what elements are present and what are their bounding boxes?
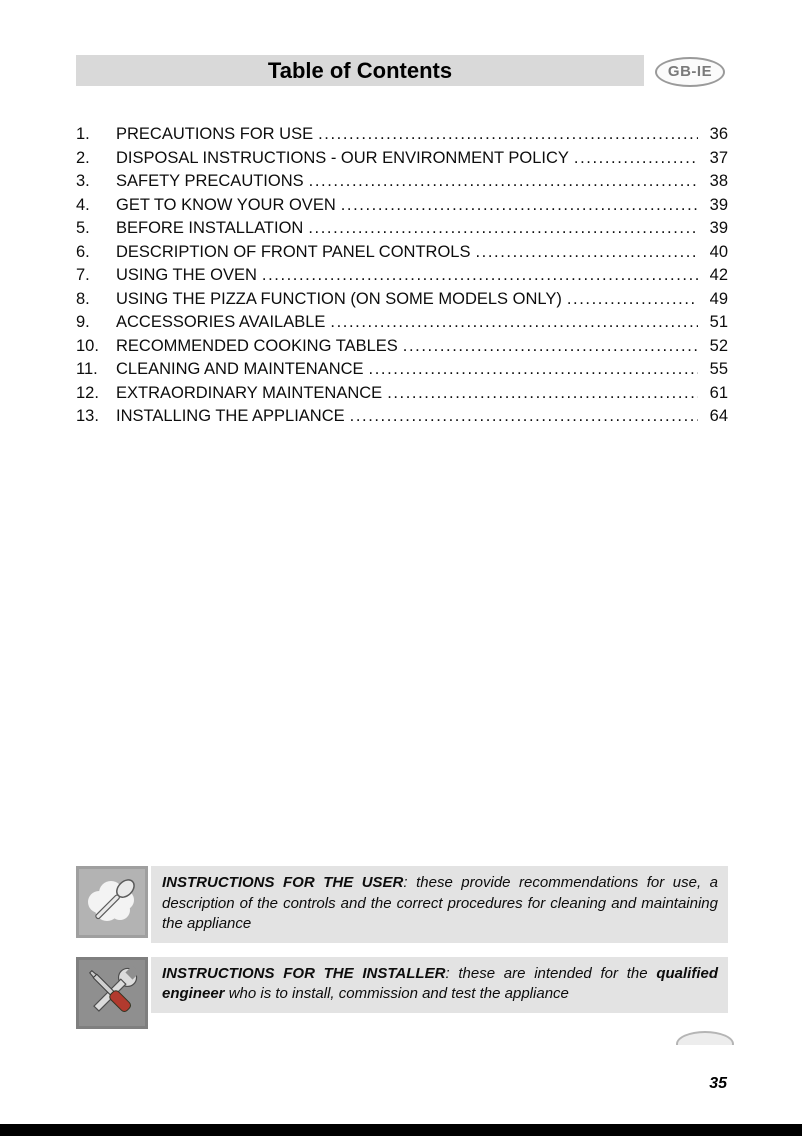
toc-entry xyxy=(76,384,728,408)
toc-entry-page: 51 xyxy=(709,313,728,331)
toc-entry xyxy=(76,219,728,243)
toc-entry-page: 49 xyxy=(709,289,728,308)
toc-entry-number: 11. xyxy=(76,360,98,378)
toc-entry xyxy=(76,290,728,314)
toc-entry-title: BEFORE INSTALLATION xyxy=(116,219,304,237)
toc-entry-title: SAFETY PRECAUTIONS xyxy=(116,172,304,190)
toc-entry-title: ACCESSORIES AVAILABLE xyxy=(116,313,326,331)
toc-entry-number: 7. xyxy=(76,266,90,284)
partial-oval-decoration xyxy=(676,1031,734,1045)
toc-entry-number: 1. xyxy=(76,125,90,143)
user-instructions-body: : these provide recommendations for use, a description of the controls and the correct procedures for cleaning and maintaining the appliance xyxy=(162,874,718,932)
toc-entry-number: 13. xyxy=(76,407,99,425)
toc-entry-title: GET TO KNOW YOUR OVEN xyxy=(116,195,336,214)
installer-instructions-note xyxy=(76,957,728,1029)
toc-dot-leader xyxy=(567,290,698,309)
toc-entry-title: EXTRAORDINARY MAINTENANCE xyxy=(116,383,383,402)
toc-entry xyxy=(76,360,728,384)
installer-instructions-lead: INSTRUCTIONS FOR THE INSTALLER xyxy=(162,964,446,982)
installer-instructions-body2: who is to install, commission and test the appliance xyxy=(224,985,569,1002)
installer-instructions-text xyxy=(151,957,728,1013)
toc-entry xyxy=(76,149,728,173)
user-instructions-note xyxy=(76,866,728,943)
toc-entry-title: INSTALLING THE APPLIANCE xyxy=(116,407,345,425)
user-instructions-text xyxy=(151,866,728,943)
toc-entry-page: 64 xyxy=(709,407,728,425)
toc-entry-page: 37 xyxy=(709,148,728,167)
toc-entry-title: PRECAUTIONS FOR USE xyxy=(116,125,314,143)
language-region-badge: GB-IE xyxy=(655,57,725,87)
toc-entry-page: 39 xyxy=(709,195,728,214)
toc-entry xyxy=(76,196,728,220)
toc-entry xyxy=(76,125,728,149)
table-of-contents xyxy=(76,125,728,431)
toc-entry-number: 2. xyxy=(76,148,90,167)
toc-entry xyxy=(76,172,728,196)
toc-entry-number: 10. xyxy=(76,336,99,355)
footer-bar xyxy=(0,1124,802,1136)
toc-entry-page: 61 xyxy=(709,383,728,402)
toc-entry-page: 52 xyxy=(709,336,728,355)
installer-instructions-body1: : these are intended for the xyxy=(445,964,657,982)
instruction-notes xyxy=(76,866,728,1043)
toc-dot-leader xyxy=(350,407,698,426)
toc-entry xyxy=(76,243,728,267)
installer-instructions-icon xyxy=(76,957,148,1029)
toc-entry-title: CLEANING AND MAINTENANCE xyxy=(116,360,364,378)
toc-dot-leader xyxy=(308,219,698,238)
toc-entry-number: 6. xyxy=(76,242,90,261)
toc-entry-number: 5. xyxy=(76,219,90,237)
toc-entry-number: 4. xyxy=(76,195,90,214)
toc-entry-title: USING THE PIZZA FUNCTION (ON SOME MODELS ONLY) xyxy=(116,289,562,308)
toc-entry-number: 9. xyxy=(76,313,90,331)
toc-entry xyxy=(76,313,728,337)
page-title: Table of Contents xyxy=(76,55,644,86)
toc-entry-page: 39 xyxy=(709,219,728,237)
toc-entry-number: 8. xyxy=(76,289,90,308)
toc-dot-leader xyxy=(574,149,698,168)
toc-entry-title: DESCRIPTION OF FRONT PANEL CONTROLS xyxy=(116,242,471,261)
user-instructions-icon xyxy=(76,866,148,938)
toc-dot-leader xyxy=(387,384,698,403)
toc-dot-leader xyxy=(403,337,698,356)
toc-entry-page: 40 xyxy=(709,242,728,261)
toc-entry-page: 36 xyxy=(709,125,728,143)
toc-entry-title: DISPOSAL INSTRUCTIONS - OUR ENVIRONMENT POLICY xyxy=(116,148,569,167)
toc-entry-title: USING THE OVEN xyxy=(116,266,257,284)
toc-entry-number: 3. xyxy=(76,172,90,190)
toc-dot-leader xyxy=(341,196,698,215)
toc-entry-page: 42 xyxy=(709,266,728,284)
toc-entry-number: 12. xyxy=(76,383,99,402)
toc-entry-page: 38 xyxy=(709,172,728,190)
user-instructions-lead: INSTRUCTIONS FOR THE USER xyxy=(162,874,404,891)
toc-entry-title: RECOMMENDED COOKING TABLES xyxy=(116,336,398,355)
toc-dot-leader xyxy=(330,313,698,332)
toc-entry xyxy=(76,266,728,290)
toc-dot-leader xyxy=(369,360,698,379)
page-number: 35 xyxy=(709,1075,727,1092)
toc-dot-leader xyxy=(475,243,698,262)
toc-dot-leader xyxy=(309,172,698,191)
toc-entry xyxy=(76,337,728,361)
toc-entry-page: 55 xyxy=(709,360,728,378)
toc-dot-leader xyxy=(262,266,698,285)
toc-dot-leader xyxy=(318,125,698,144)
toc-entry xyxy=(76,407,728,431)
installer-instructions-bold: qualified engineer xyxy=(162,964,718,1002)
